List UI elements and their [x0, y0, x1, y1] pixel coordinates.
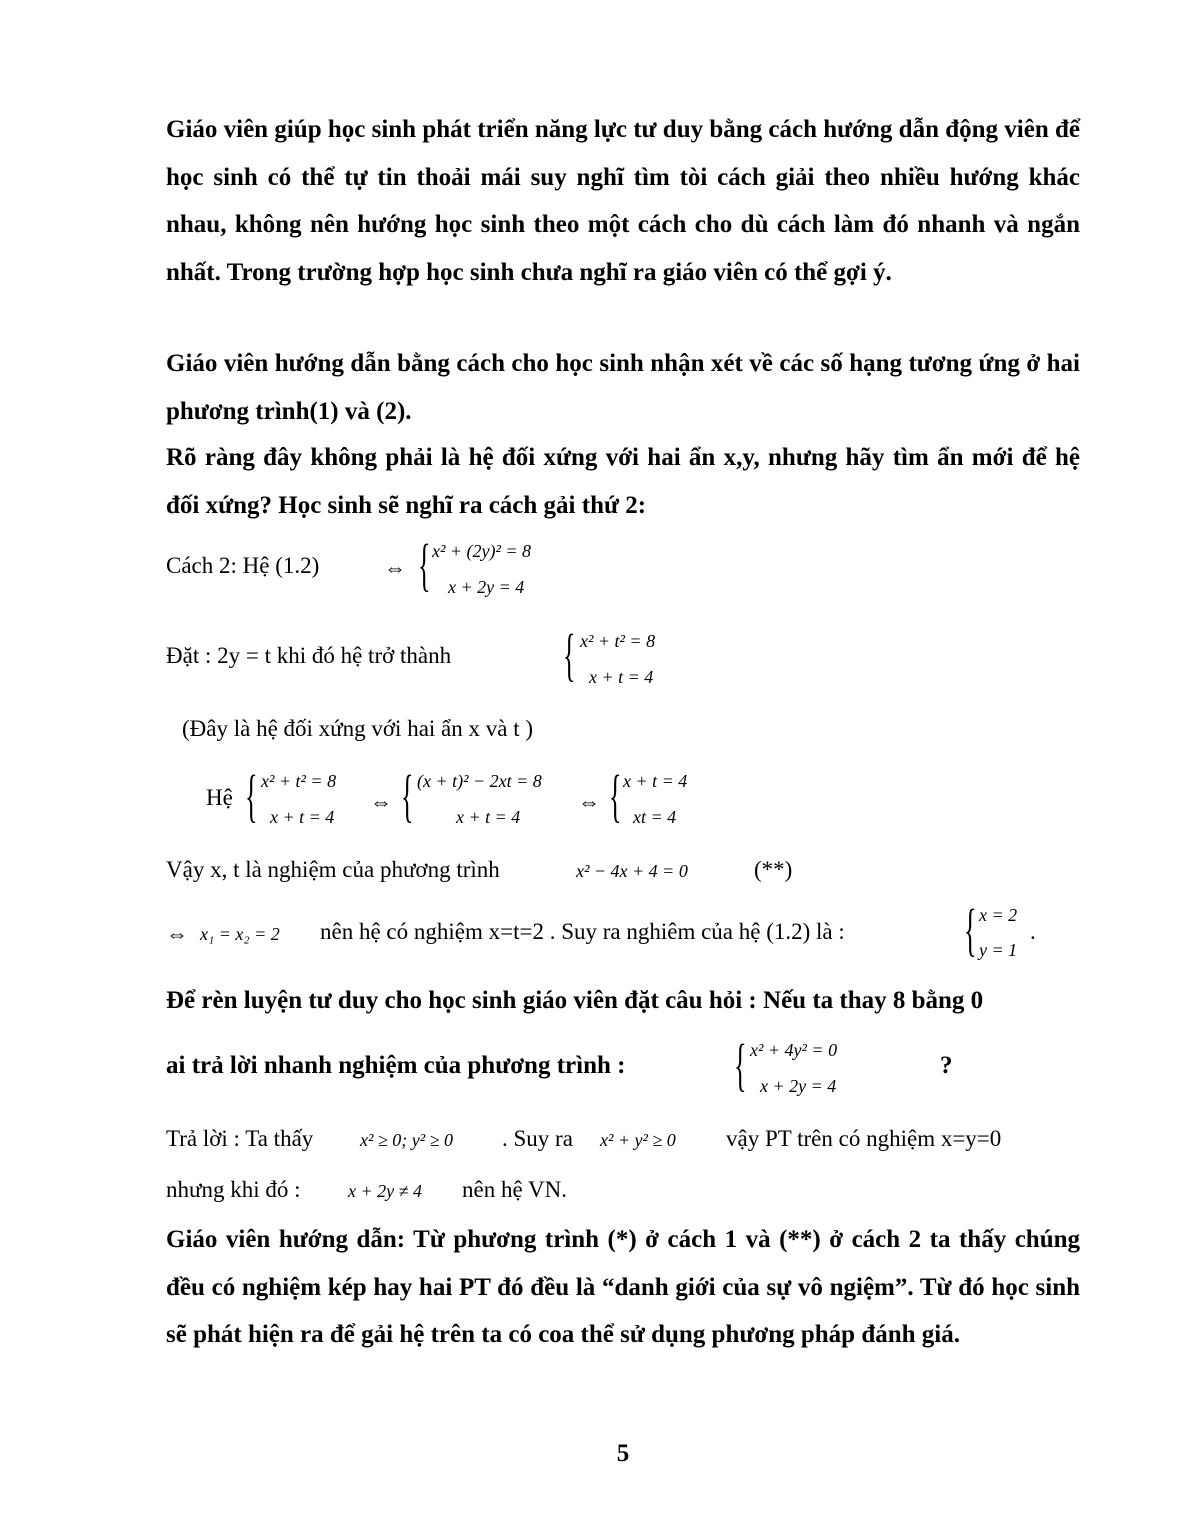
solution-y: y = 1: [979, 940, 1018, 960]
solution-text: nên hệ có nghiệm x=t=2 . Suy ra nghiêm của hệ (1.2) là :: [320, 919, 845, 944]
paragraph-teacher-conclusion: Giáo viên hướng dẫn: Từ phương trình (*) ở cách 1 và (**) ở cách 2 ta thấy chúng đều có nghiệm kép hay hai PT đó đều là “danh giới của sự vô ngiệm”. Từ đó học sinh sẽ phát hiện ra để gải hệ trên ta có coa thể sử dụng phương pháp đánh giá.: [166, 1226, 1080, 1348]
question-equation-2: x + 2y = 4: [760, 1076, 837, 1096]
answer-line2-prefix: nhưng khi đó :: [166, 1177, 301, 1202]
document-page: [166, 0, 1080, 1540]
question-mark: ?: [940, 1052, 953, 1079]
chain-system3-eq2: xt = 4: [633, 807, 677, 827]
question-line-2: ai trả lời nhanh nghiệm của phương trình :: [166, 1052, 626, 1079]
equivalence-arrow: ⇔: [166, 921, 188, 946]
method2-equation-2: x + 2y = 4: [448, 577, 525, 597]
answer-suffix: vậy PT trên có nghiệm x=y=0: [726, 1126, 1002, 1151]
paragraph-teacher-hint: Giáo viên hướng dẫn bằng cách cho học sinh nhận xét về các số hạng tương ứng ở hai phương trình(1) và (2).: [166, 350, 1080, 425]
answer-line2-expression: x + 2y ≠ 4: [348, 1181, 423, 1201]
chain-system1-eq1: x² + t² = 8: [261, 771, 337, 791]
substitution-equation-2: x + t = 4: [589, 667, 654, 687]
chain-label: Hệ: [206, 785, 233, 810]
system-brace: {: [734, 1032, 747, 1097]
quadratic-tag: (**): [754, 857, 793, 882]
solution-roots: x₁ = x₂ = 2: [200, 924, 280, 944]
question-equation-1: x² + 4y² = 0: [750, 1040, 838, 1060]
substitution-label: Đặt : 2y = t khi đó hệ trở thành: [166, 643, 452, 668]
system-brace: {: [964, 897, 977, 962]
system-brace: {: [609, 763, 622, 828]
equivalence-arrow: ⇔: [384, 555, 406, 580]
answer-line2-suffix: nên hệ VN.: [462, 1177, 567, 1202]
answer-prefix: Trả lời : Ta thấy: [166, 1126, 314, 1151]
solution-period: .: [1030, 919, 1036, 944]
question-line-1: Để rèn luyện tư duy cho học sinh giáo viên đặt câu hỏi : Nếu ta thay 8 bằng 0: [166, 987, 984, 1014]
answer-inequality-2: x² + y² ≥ 0: [600, 1130, 676, 1150]
method2-label: Cách 2: Hệ (1.2): [166, 553, 320, 578]
paragraph-teacher-guidance: Giáo viên giúp học sinh phát triển năng lực tư duy bằng cách hướng dẫn động viên để học sinh có thể tự tin thoải mái suy nghĩ tìm tòi cách giải theo nhiều hướng khác nhau, không nên hướng học sinh theo một cách cho dù cách làm đó nhanh và ngắn nhất. Trong trường hợp học sinh chưa nghĩ ra giáo viên có thể gợi ý.: [166, 116, 1080, 286]
equivalence-arrow: ⇔: [370, 789, 392, 814]
substitution-equation-1: x² + t² = 8: [580, 631, 656, 651]
chain-system2-eq1: (x + t)² − 2xt = 8: [417, 771, 542, 791]
method2-equation-1: x² + (2y)² = 8: [432, 541, 532, 561]
system-brace: {: [418, 532, 431, 597]
equivalence-arrow: ⇔: [578, 789, 600, 814]
answer-inequality-1: x² ≥ 0; y² ≥ 0: [360, 1130, 454, 1150]
system-brace: {: [401, 763, 414, 828]
paragraph-symmetric-question: Rõ ràng đây không phải là hệ đối xứng với hai ẩn x,y, nhưng hãy tìm ẩn mới để hệ đối xứng? Học sinh sẽ nghĩ ra cách gải thứ 2:: [166, 444, 1080, 519]
symmetric-note: (Đây là hệ đối xứng với hai ẩn x và t ): [182, 716, 534, 741]
answer-mid: . Suy ra: [502, 1126, 573, 1151]
system-brace: {: [563, 622, 576, 687]
page-number: 5: [616, 1440, 630, 1467]
system-brace: {: [245, 763, 258, 828]
chain-system1-eq2: x + t = 4: [270, 807, 335, 827]
chain-system2-eq2: x + t = 4: [456, 807, 521, 827]
chain-system3-eq1: x + t = 4: [623, 771, 688, 791]
quadratic-equation: x² − 4x + 4 = 0: [576, 861, 688, 881]
solution-x: x = 2: [979, 905, 1018, 925]
quadratic-prefix: Vậy x, t là nghiệm của phương trình: [166, 857, 500, 882]
